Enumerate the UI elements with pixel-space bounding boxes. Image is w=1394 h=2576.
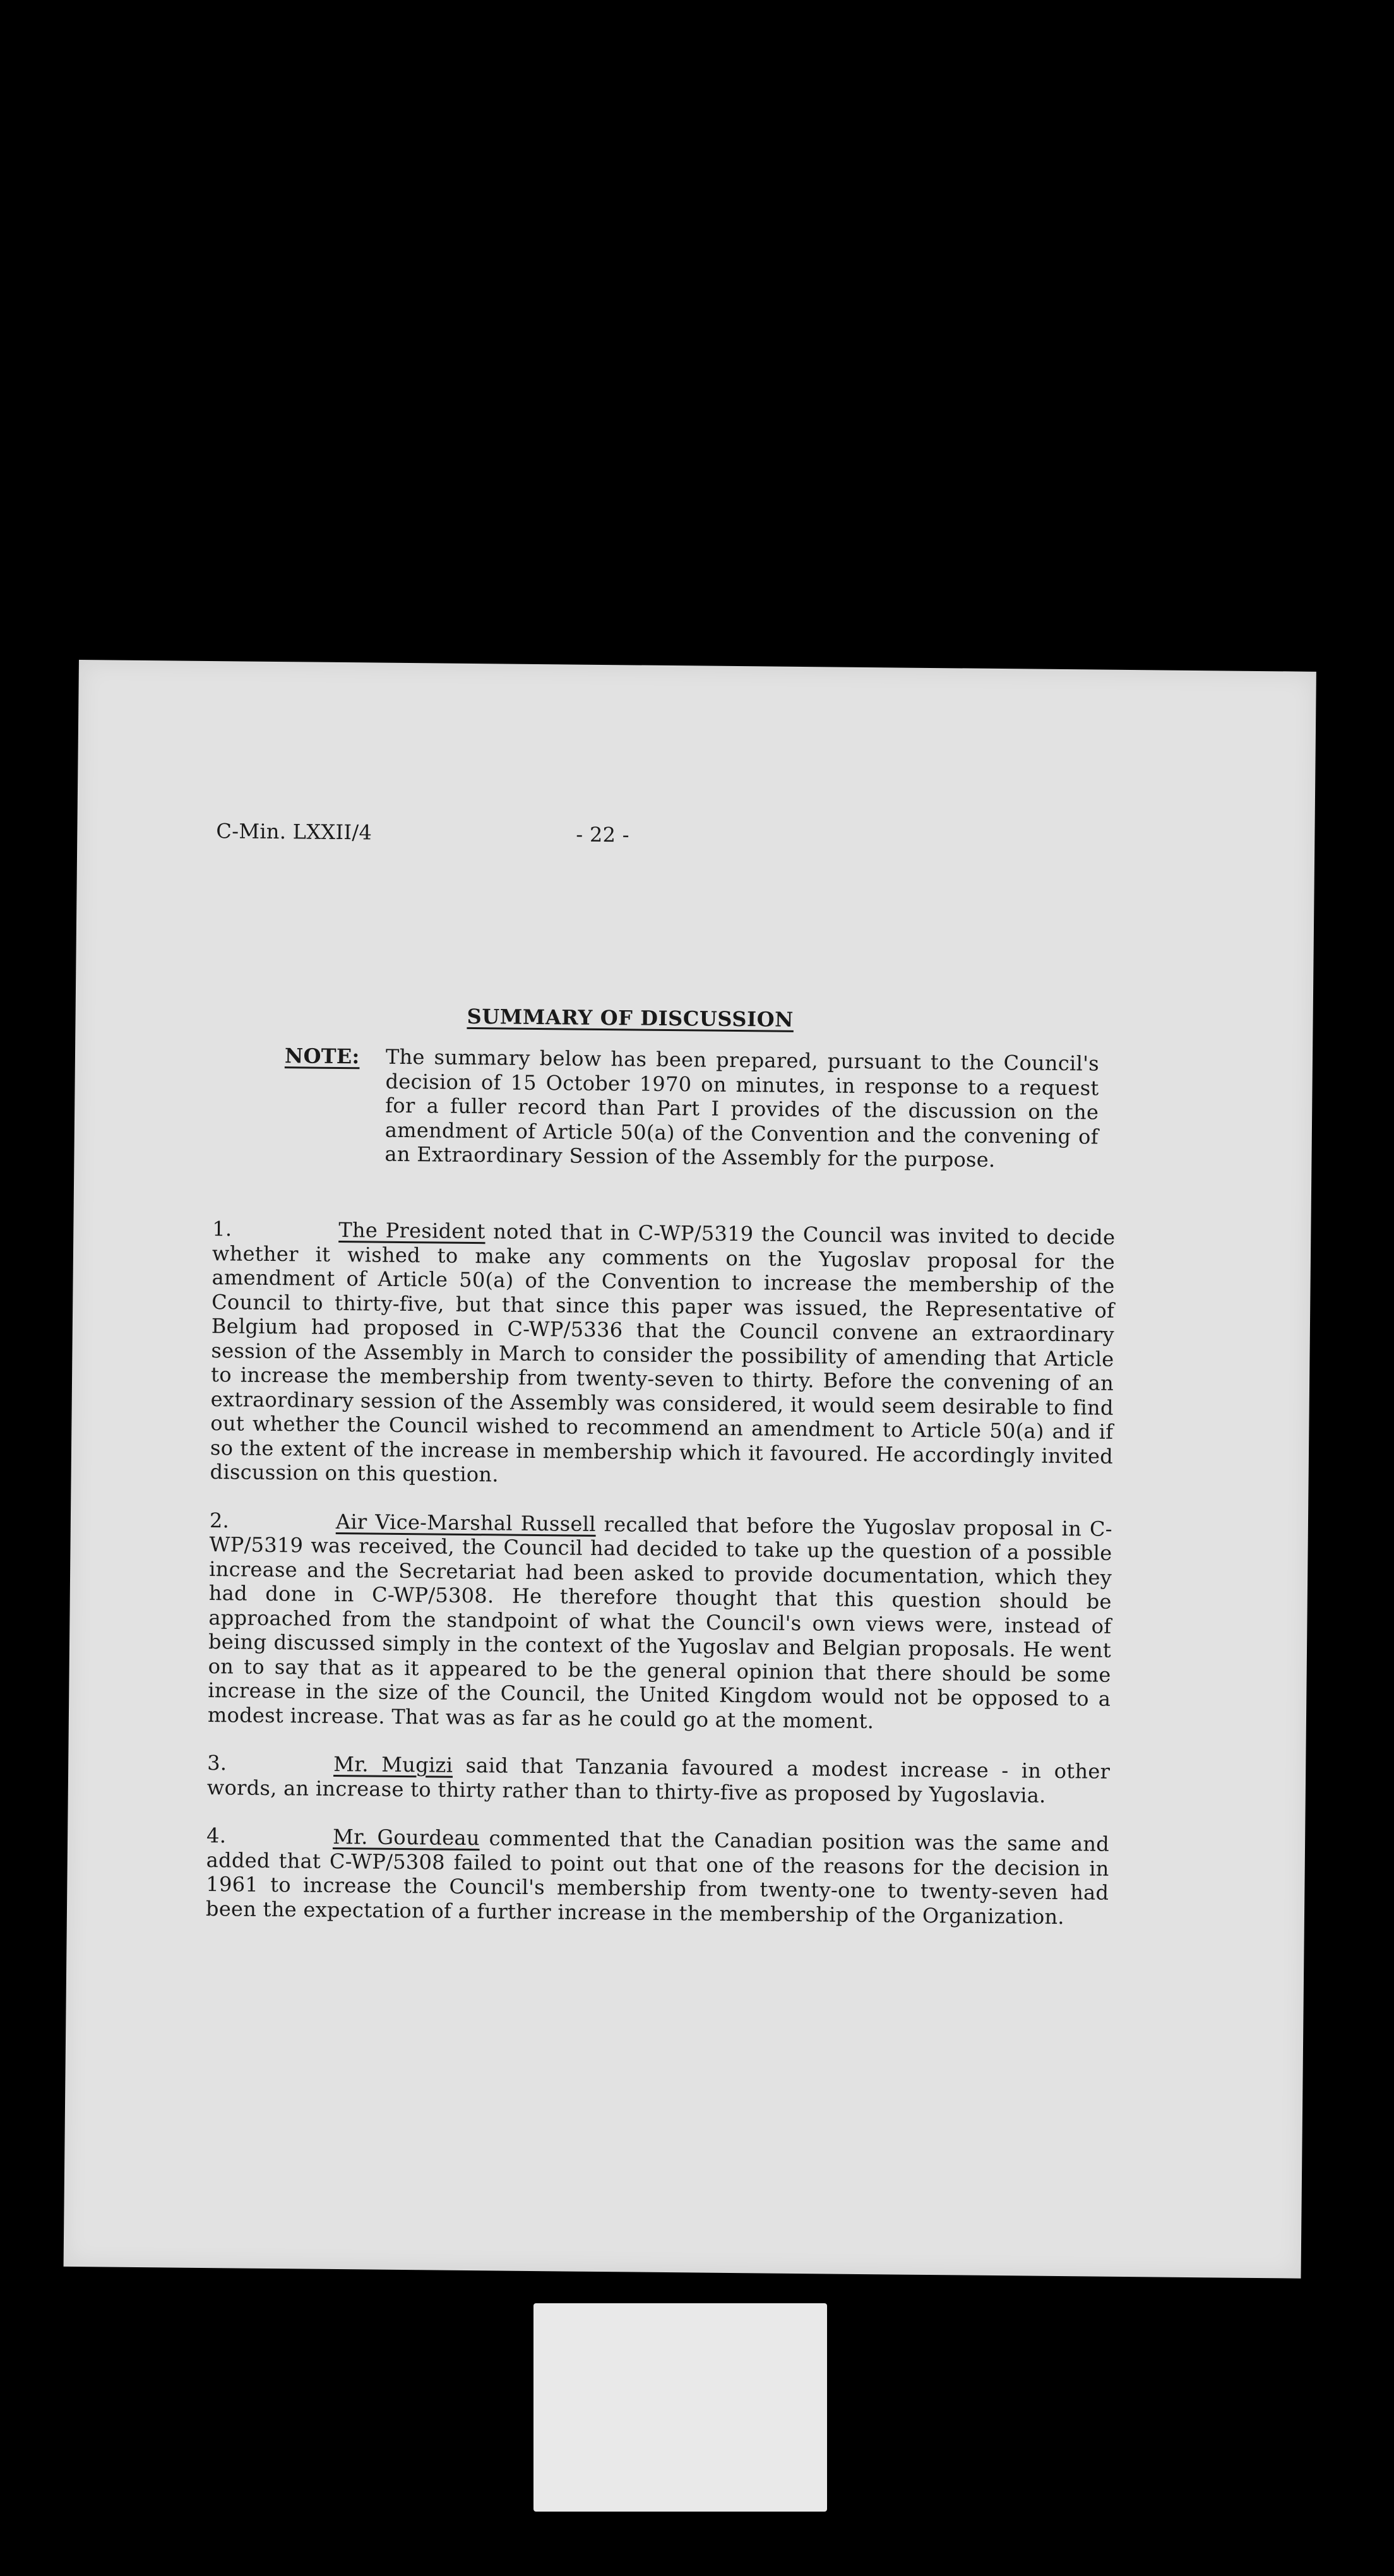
paragraph-text: commented that the Canadian position was the same and added that C-WP/5308 failed to point out that one of the reasons for the decision in 1961 to increase the Council's membership from twenty-one to twenty-seven had been the expectation of a further increase in the membership of the Organization. (205, 1826, 1110, 1929)
blank-card (533, 2303, 827, 2512)
paragraph-3 (207, 1751, 1111, 1808)
page-number: - 22 - (576, 822, 630, 847)
paragraph-2 (208, 1508, 1112, 1736)
speaker-name: The President (338, 1217, 486, 1244)
speaker-name: Air Vice-Marshal Russell (335, 1509, 596, 1536)
paragraph-1 (210, 1217, 1115, 1493)
speaker-name: Mr. Gourdeau (332, 1824, 480, 1851)
page-content (205, 819, 1151, 1929)
note-block (283, 1044, 1099, 1173)
note-label: NOTE: (284, 1044, 360, 1069)
speaker-name: Mr. Mugizi (333, 1751, 453, 1777)
paragraph-4 (206, 1823, 1109, 1929)
document-reference: C-Min. LXXII/4 (216, 819, 372, 845)
paragraph-number: 1. (212, 1217, 232, 1241)
note-text: The summary below has been prepared, pursuant to the Council's decision of 15 October 1970 on minutes, in response to a request for a fuller record than Part I provides of the discussion on the amendment of Article 50(a) of the Convention and the convening of an Extraordinary Session of the Assembly for the purpose. (384, 1044, 1100, 1172)
document-page (64, 660, 1316, 2279)
discussion-paragraphs (205, 1217, 1115, 1953)
paragraph-text: recalled that before the Yugoslav proposal in C-WP/5319 was received, the Council had decided to take up the question of a possible increase and the Secretariat had been asked to provide documentation, which they had done in C-WP/5308. He therefore thought that this question should be approached from the standpoint of what the Council's own views were, instead of being discussed simply in the context of the Yugoslav and Belgian proposals. He went on to say that as it appeared to be the general opinion that there should be some increase in the size of the Council, the United Kingdom would not be opposed to a modest increase. That was as far as he could go at the moment. (207, 1512, 1113, 1733)
paragraph-number: 2. (209, 1508, 230, 1532)
section-title: SUMMARY OF DISCUSSION (467, 1004, 794, 1032)
page-header (216, 819, 1151, 866)
paragraph-number: 3. (207, 1751, 227, 1775)
paragraph-text: said that Tanzania favoured a modest increase - in other words, an increase to thirty rather than to thirty-five as proposed by Yugoslavia. (206, 1753, 1111, 1808)
paragraph-number: 4. (206, 1823, 227, 1848)
paragraph-text: noted that in C-WP/5319 the Council was invited to decide whether it wished to make any comments on the Yugoslav proposal for the amendment of Article 50(a) of the Convention to increase the membership of the Council to thirty-five, but that since this paper was issued, the Representative of Belgium had proposed in C-WP/5336 that the Council convene an extraordinary session of the Assembly in March to consider the possibility of amending that Article to increase the membership from twenty-seven to thirty. Before the convening of an extraordinary session of the Assembly was considered, it would seem desirable to find out whether the Council wished to recommend an amendment to Article 50(a) and if so the extent of the increase in membership which it favoured. He accordingly invited discussion on this question. (210, 1219, 1116, 1487)
